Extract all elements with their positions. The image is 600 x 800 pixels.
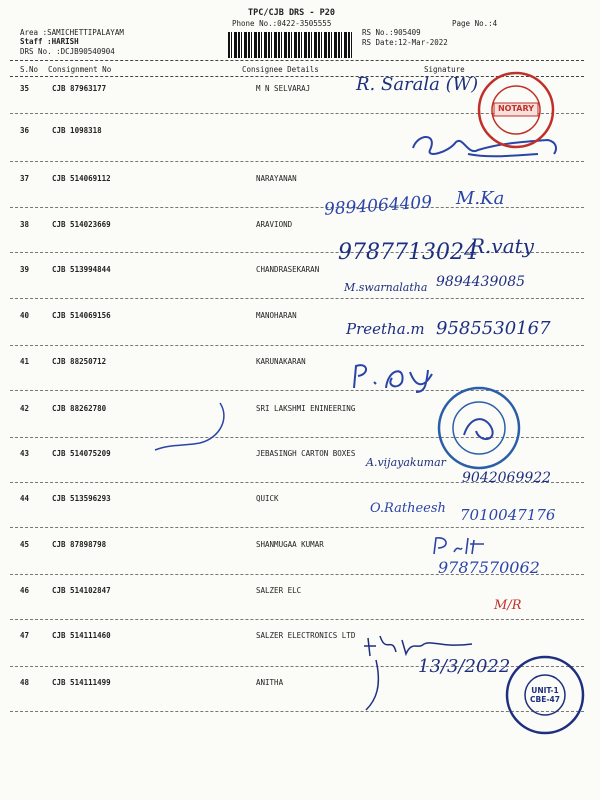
phone-38: 9894064409 xyxy=(323,192,433,220)
signature-44: O.Ratheesh xyxy=(370,501,446,516)
salzer-stamp xyxy=(504,654,586,736)
row-sno: 44 xyxy=(20,494,30,503)
row-consignment: CJB 88250712 xyxy=(52,357,107,366)
row-consignee: SRI LAKSHMI ENINEERING xyxy=(256,404,356,413)
drs-number: DRS No. :DCJB90540904 xyxy=(20,47,115,56)
table-row xyxy=(0,540,600,548)
row-consignment: CJB 514023669 xyxy=(52,220,111,229)
rs-number: RS No.:905409 xyxy=(362,28,421,37)
row-consignee: JEBASINGH CARTON BOXES xyxy=(256,449,356,458)
row-sno: 48 xyxy=(20,678,30,687)
row-sno: 40 xyxy=(20,311,30,320)
row-divider xyxy=(10,298,584,299)
salzer-city: CBE-47 xyxy=(530,695,560,704)
signature-35: R. Sarala (W) xyxy=(356,74,479,95)
table-row xyxy=(0,357,600,365)
row-sno: 47 xyxy=(20,631,30,640)
signature-39: R.vaty xyxy=(470,234,534,258)
row-consignee: CHANDRASEKARAN xyxy=(256,265,320,274)
col-signature: Signature xyxy=(424,65,465,74)
signature-45-scribble xyxy=(430,534,490,558)
signature-40: Preetha.m xyxy=(346,320,425,338)
table-row xyxy=(0,586,600,594)
row-consignee: SALZER ELC xyxy=(256,586,302,595)
phone-number: Phone No.:0422-3505555 xyxy=(232,19,332,28)
mark-46: M/R xyxy=(494,598,522,613)
phone-44: 7010047176 xyxy=(460,506,556,524)
col-consignee: Consignee Details xyxy=(242,65,319,74)
table-row xyxy=(0,494,600,502)
report-title: TPC/CJB DRS - P20 xyxy=(248,8,335,18)
row-consignee: SHANMUGAA KUMAR xyxy=(256,540,324,549)
staff-label: Staff :HARISH xyxy=(20,37,79,46)
row-consignment: CJB 514102847 xyxy=(52,586,111,595)
row-consignment: CJB 513596293 xyxy=(52,494,111,503)
signature-39b: M.swarnalatha xyxy=(344,281,428,294)
row-sno: 45 xyxy=(20,540,30,549)
row-consignment: CJB 1098318 xyxy=(52,126,102,135)
date-47: 13/3/2022 xyxy=(418,656,511,677)
row-sno: 39 xyxy=(20,265,30,274)
row-consignment: CJB 514111499 xyxy=(52,678,111,687)
row-sno: 46 xyxy=(20,586,30,595)
phone-39: 9787713024 xyxy=(338,240,478,265)
table-row xyxy=(0,265,600,273)
row-divider xyxy=(10,619,584,620)
phone-43: 9042069922 xyxy=(462,470,552,486)
row-divider xyxy=(10,527,584,528)
notary-label: NOTARY xyxy=(497,104,535,113)
row-consignee: MANOHARAN xyxy=(256,311,297,320)
notary-stamp xyxy=(476,70,556,150)
row-consignee: ANITHA xyxy=(256,678,284,687)
row-consignment: CJB 514111460 xyxy=(52,631,111,640)
row-sno: 35 xyxy=(20,84,30,93)
row-consignee: ARAVIOND xyxy=(256,220,293,229)
salzer-stamp-text xyxy=(526,686,564,704)
barcode xyxy=(228,32,352,58)
phone-40: 9585530167 xyxy=(436,318,551,339)
col-consignment: Consignment No xyxy=(48,65,112,74)
row-sno: 42 xyxy=(20,404,30,413)
row-consignee: SALZER ELECTRONICS LTD xyxy=(256,631,356,640)
col-sno: S.No xyxy=(20,65,39,74)
salzer-unit: UNIT-1 xyxy=(531,686,559,695)
signature-38: M.Ka xyxy=(456,188,505,209)
row-consignment: CJB 87963177 xyxy=(52,84,107,93)
row-sno: 37 xyxy=(20,174,30,183)
area-label: Area :SAMICHETTIPALAYAM xyxy=(20,28,124,37)
row-consignment: CJB 514069112 xyxy=(52,174,111,183)
row-consignment: CJB 514075209 xyxy=(52,449,111,458)
signature-41-scribble xyxy=(346,358,446,394)
phone-45: 9787570062 xyxy=(438,558,540,577)
row-consignee: KARUNAKARAN xyxy=(256,357,306,366)
row-consignment: CJB 87898798 xyxy=(52,540,107,549)
table-row xyxy=(0,174,600,182)
row-sno: 43 xyxy=(20,449,30,458)
signature-43: A.vijayakumar xyxy=(366,456,446,469)
row-consignee: NARAYANAN xyxy=(256,174,297,183)
row-sno: 38 xyxy=(20,220,30,229)
row-consignment: CJB 513994844 xyxy=(52,265,111,274)
phone-39b: 9894439085 xyxy=(436,274,526,290)
row-consignment: CJB 88262780 xyxy=(52,404,107,413)
company-seal-icon xyxy=(436,385,522,471)
engineering-stamp xyxy=(436,385,522,471)
row-consignee: M N SELVARAJ xyxy=(256,84,311,93)
page-number: Page No.:4 xyxy=(452,19,498,28)
row-sno: 41 xyxy=(20,357,30,366)
row-sno: 36 xyxy=(20,126,30,135)
rs-date: RS Date:12-Mar-2022 xyxy=(362,38,448,47)
row-consignee: QUICK xyxy=(256,494,279,503)
pen-stroke xyxy=(150,398,240,458)
row-divider xyxy=(10,345,584,346)
row-consignment: CJB 514069156 xyxy=(52,311,111,320)
table-row xyxy=(0,220,600,228)
header-divider xyxy=(10,60,584,61)
